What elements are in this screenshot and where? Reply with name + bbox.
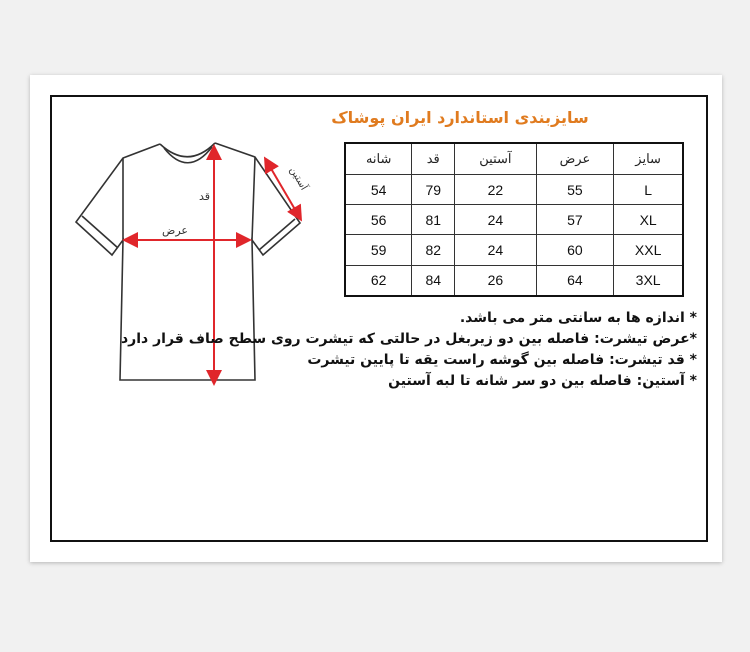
sleeve-label: آستین [287,165,310,193]
width-label: عرض [162,224,188,237]
table-header-row [345,143,683,175]
cell: XXL [614,235,683,265]
note-length: * قد تیشرت: فاصله بین گوشه راست یقه تا پایین تیشرت [307,352,697,368]
table-row [345,205,683,235]
header-sleeve: آستین [455,143,536,175]
header-size: سایز [614,143,683,175]
cell: 59 [345,235,412,265]
table-row [345,175,683,205]
cell: 60 [536,235,614,265]
cell: 22 [455,175,536,205]
tshirt-diagram [60,130,320,400]
note-units: * اندازه ها به سانتی متر می باشد. [459,310,697,326]
cell: 56 [345,205,412,235]
header-length: قد [412,143,455,175]
table-row [345,265,683,296]
cell: 55 [536,175,614,205]
cell: 79 [412,175,455,205]
length-label: قد [198,190,210,203]
size-table [344,142,684,297]
cell: 24 [455,235,536,265]
notes [120,308,697,392]
header-shoulder: شانه [345,143,412,175]
cell: L [614,175,683,205]
chart-title: سایزبندی استاندارد ایران پوشاک [331,108,589,127]
cell: 54 [345,175,412,205]
note-sleeve: * آستین: فاصله بین دو سر شانه تا لبه آستین [388,373,697,389]
cell: XL [614,205,683,235]
cell: 57 [536,205,614,235]
cell: 64 [536,265,614,296]
table-row [345,235,683,265]
header-width: عرض [536,143,614,175]
note-width: *عرض تیشرت: فاصله بین دو زیربغل در حالتی که تیشرت روی سطح صاف قرار دارد [120,331,697,347]
cell: 62 [345,265,412,296]
cell: 81 [412,205,455,235]
cell: 26 [455,265,536,296]
cell: 24 [455,205,536,235]
cell: 84 [412,265,455,296]
cell: 3XL [614,265,683,296]
cell: 82 [412,235,455,265]
